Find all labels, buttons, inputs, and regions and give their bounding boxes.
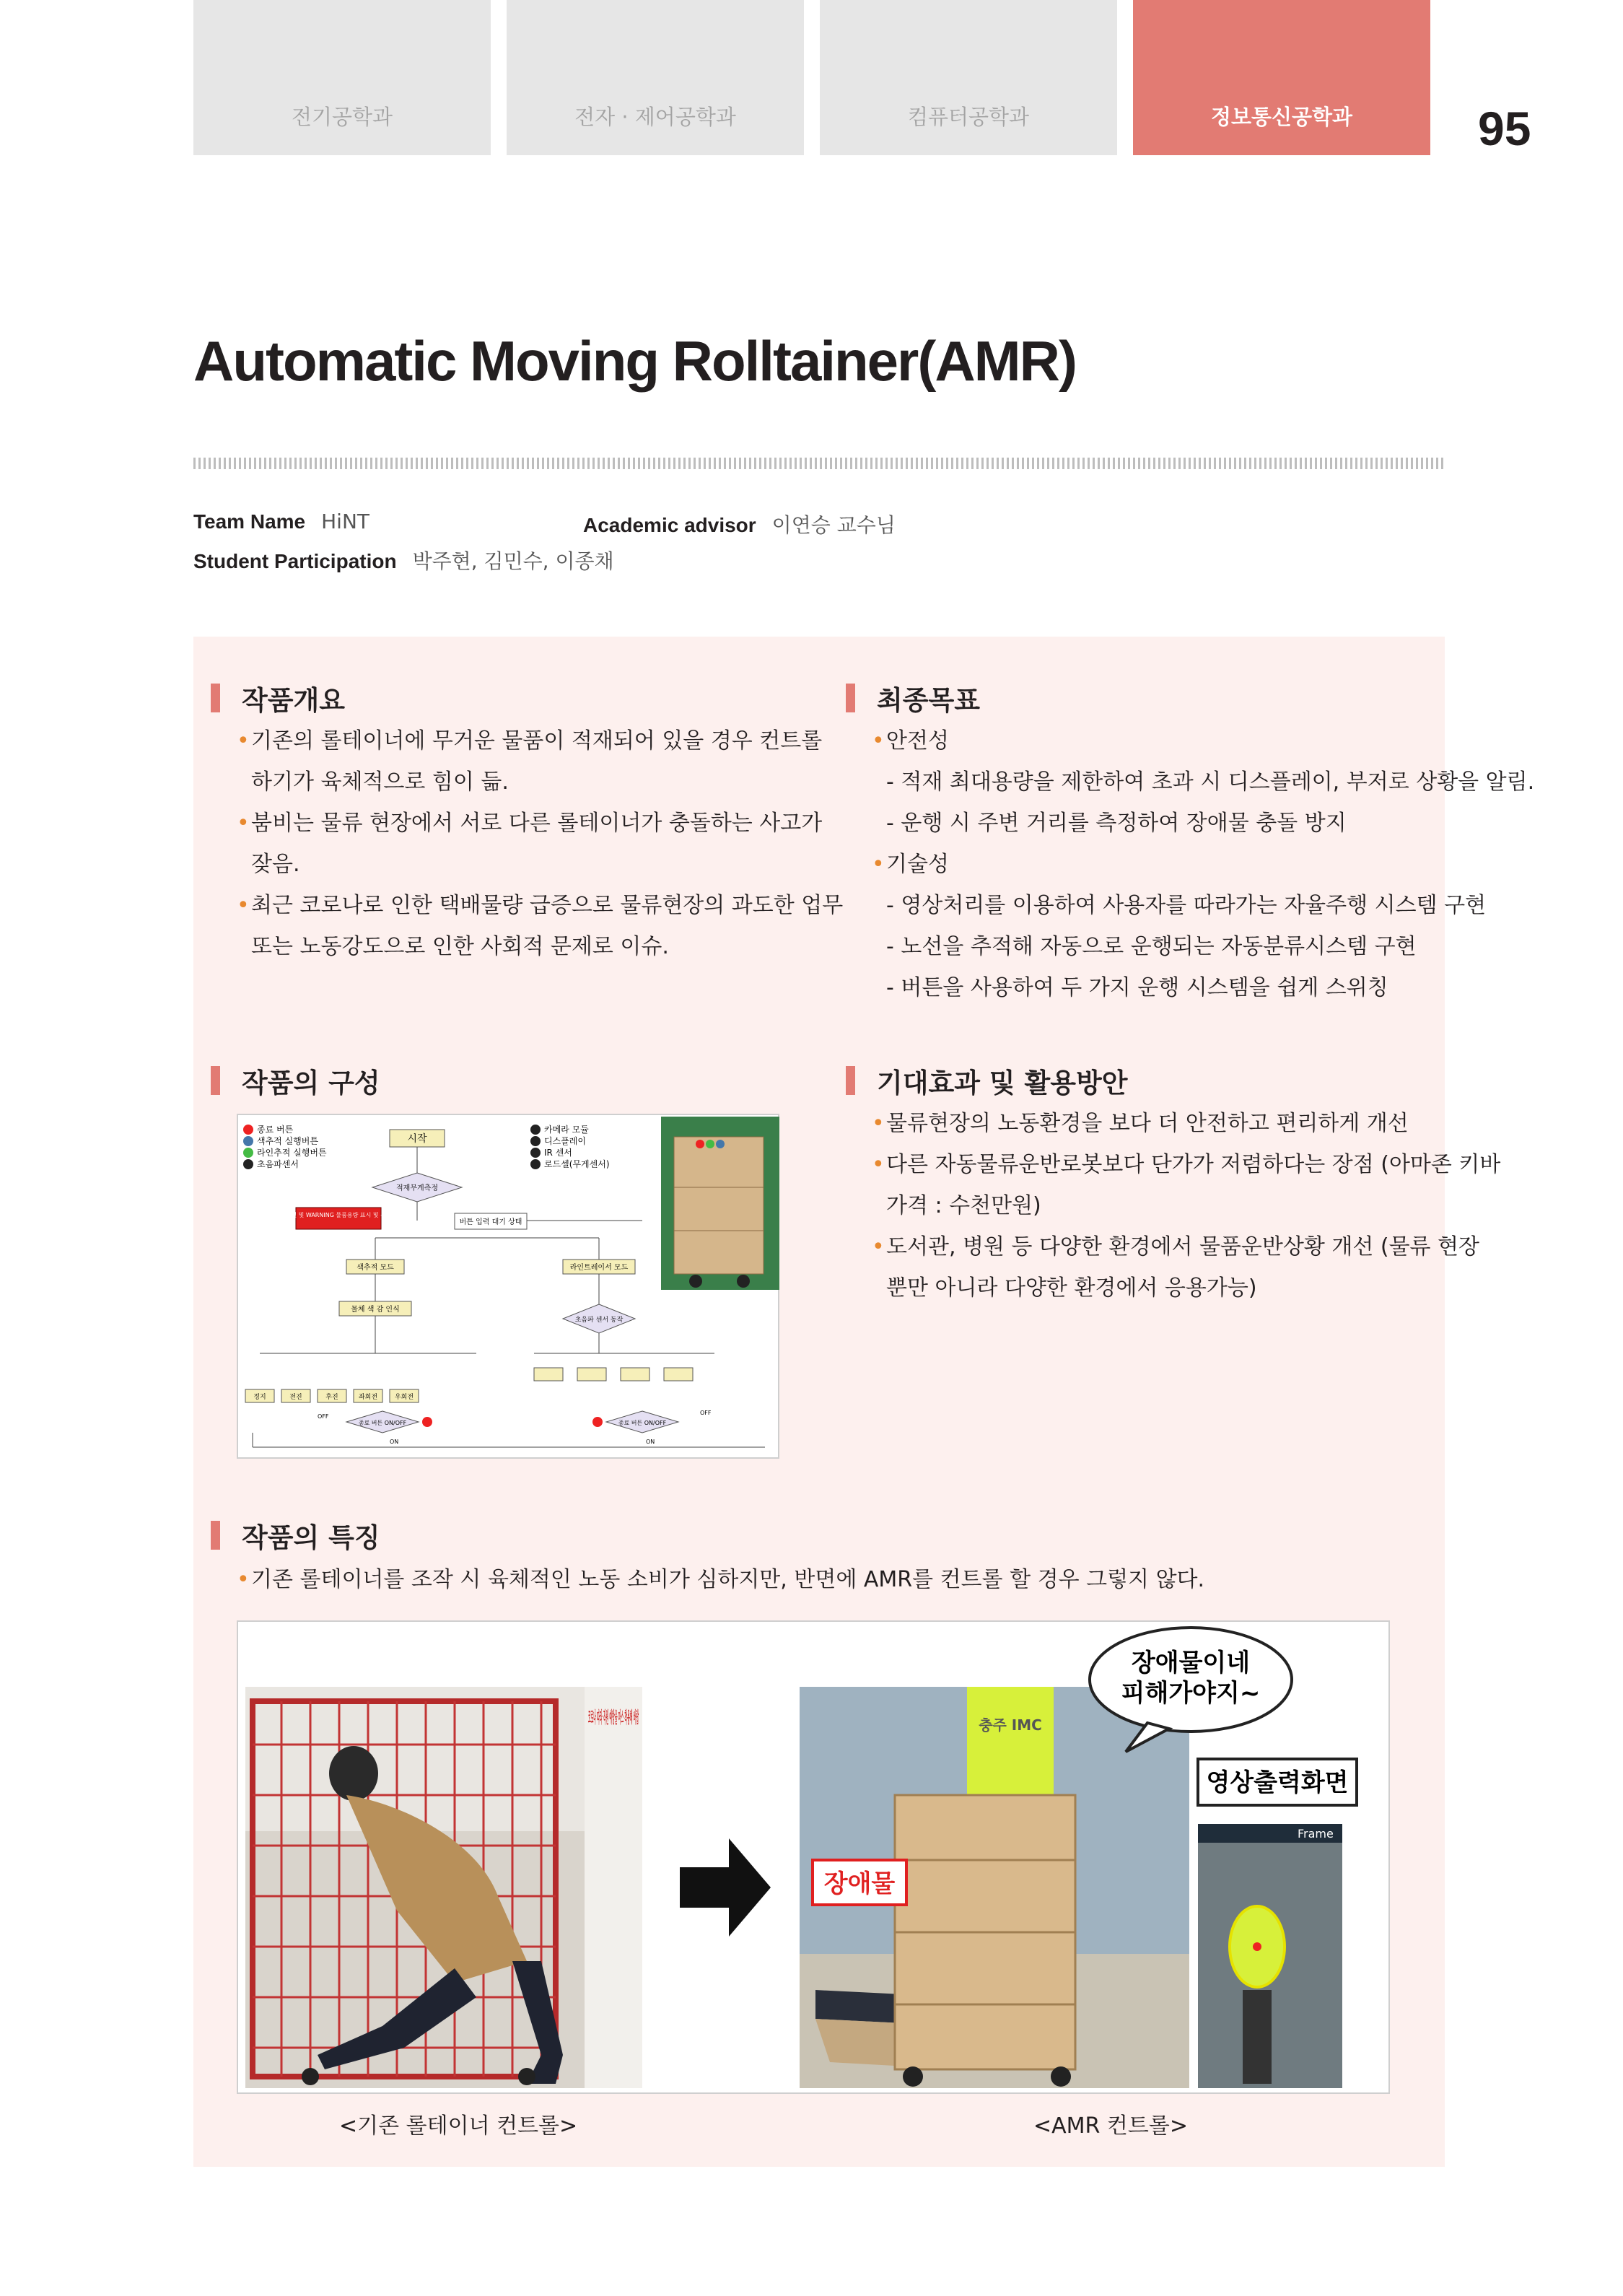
flow-node: 라인트레이서 모드 bbox=[569, 1264, 629, 1272]
list-item-text: 물류현장의 노동환경을 보다 더 안전하고 편리하게 개선 bbox=[886, 1111, 1409, 1136]
legend-item: 색추적 실행버튼 bbox=[257, 1136, 318, 1146]
section-heading-goal bbox=[846, 678, 980, 717]
bullet-icon: • bbox=[872, 1234, 885, 1260]
list-item bbox=[237, 885, 843, 926]
caption-left: <기존 롤테이너 컨트롤> bbox=[339, 2113, 578, 2139]
flow-edge-label: OFF bbox=[700, 1410, 712, 1416]
legend-marker-1 bbox=[243, 1125, 253, 1135]
legend-item: 로드셀(무게센서) bbox=[544, 1159, 610, 1169]
legend-marker-6 bbox=[530, 1136, 541, 1146]
list-item-text: 최근 코로나로 인한 택배물량 급증으로 물류현장의 과도한 업무 bbox=[251, 893, 844, 918]
heading-text: 최종목표 bbox=[877, 685, 980, 716]
flow-warning-text: LED 점멸 및 WARNING 물품용량 표시 및 부저 출력 bbox=[272, 1212, 405, 1218]
legend-left bbox=[243, 1124, 327, 1169]
flow-marker bbox=[592, 1417, 603, 1427]
tab-label: 전기공학과 bbox=[291, 105, 393, 129]
list-item bbox=[872, 1103, 1500, 1144]
bullet-icon: • bbox=[237, 728, 250, 754]
list-item-text: 기존 롤테이너를 조작 시 육체적인 노동 소비가 심하지만, 반면에 AMR를 컨트롤 할 경우 그렇지 않다. bbox=[251, 1567, 1205, 1592]
flow-node: 물체 색 감 인식 bbox=[351, 1306, 400, 1314]
bullet-icon: • bbox=[237, 811, 250, 836]
tab-electrical[interactable] bbox=[193, 0, 491, 155]
students-label: Student Participation bbox=[193, 550, 397, 572]
tab-label: 정보통신공학과 bbox=[1210, 105, 1353, 129]
heading-bar bbox=[211, 684, 220, 712]
academic-advisor bbox=[583, 510, 896, 538]
notice-text: 코로나 따라 직원 예방을 마스 착용해 바랍 bbox=[588, 1709, 883, 1727]
page-title: Automatic Moving Rolltainer(AMR) bbox=[193, 329, 1076, 393]
legend-item: IR 센서 bbox=[544, 1148, 572, 1158]
robot-body bbox=[674, 1137, 764, 1274]
speech-line-1: 장애물이네 bbox=[1131, 1649, 1251, 1677]
section-heading-effects bbox=[846, 1061, 1127, 1100]
advisor-value: 이연승 교수님 bbox=[771, 513, 896, 537]
heading-text: 기대효과 및 활용방안 bbox=[877, 1068, 1128, 1099]
robot-photo bbox=[661, 1117, 779, 1290]
overview-list bbox=[237, 720, 843, 967]
list-item-text: 다른 자동물류운반로봇보다 단가가 저렴하다는 장점 (아마존 키바 bbox=[886, 1152, 1501, 1177]
flow-node: 색추적 모드 bbox=[356, 1264, 394, 1272]
list-item-continuation: 가격 : 수천만원) bbox=[886, 1193, 1041, 1218]
flow-action bbox=[621, 1368, 649, 1381]
bullet-icon: • bbox=[237, 1567, 250, 1592]
sub-item: - 노선을 추적해 자동으로 운행되는 자동분류시스템 구현 bbox=[886, 934, 1417, 959]
sub-item: - 적재 최대용량을 제한하여 초과 시 디스플레이, 부저로 상황을 알림. bbox=[886, 769, 1535, 795]
students-value: 박주현, 김민수, 이종채 bbox=[412, 549, 614, 573]
sub-item: - 운행 시 주변 거리를 측정하여 장애물 충돌 방지 bbox=[886, 811, 1347, 836]
goal-list bbox=[872, 720, 1534, 1008]
flow-edge-label: OFF bbox=[318, 1413, 329, 1420]
section-heading-composition bbox=[211, 1061, 380, 1100]
advisor-label: Academic advisor bbox=[583, 514, 756, 536]
sub-item: - 버튼을 사용하여 두 가지 운행 시스템을 쉽게 스위칭 bbox=[886, 975, 1388, 1000]
person-head bbox=[329, 1746, 378, 1801]
heading-text: 작품개요 bbox=[242, 685, 345, 716]
flow-action bbox=[577, 1368, 606, 1381]
flowchart-svg bbox=[238, 1115, 781, 1460]
button-green-icon bbox=[706, 1140, 714, 1148]
student-participation bbox=[193, 546, 614, 575]
legend-marker-5 bbox=[530, 1125, 541, 1135]
list-item-text: 도서관, 병원 등 다양한 환경에서 물품운반상황 개선 (물류 현장 bbox=[886, 1234, 1480, 1260]
heading-bar bbox=[846, 1066, 855, 1095]
caption-right: <AMR 컨트롤> bbox=[1033, 2113, 1189, 2139]
flowchart-figure bbox=[237, 1114, 779, 1459]
flow-node: 버튼 입력 대기 상태 bbox=[459, 1218, 522, 1226]
flow-node: 전진 bbox=[289, 1394, 302, 1401]
obstacle-label: 장애물 bbox=[823, 1869, 896, 1898]
legend-marker-4 bbox=[243, 1159, 253, 1169]
legend-marker-3 bbox=[243, 1148, 253, 1158]
legend-item: 초음파센서 bbox=[257, 1159, 299, 1169]
legend-item: 종료 버튼 bbox=[257, 1125, 294, 1135]
list-item bbox=[872, 1144, 1500, 1185]
list-item-continuation: 잦음. bbox=[251, 852, 300, 877]
legend-item: 라인추적 실행버튼 bbox=[257, 1148, 327, 1158]
camera-title: Frame bbox=[1298, 1827, 1334, 1841]
list-item bbox=[237, 803, 843, 844]
list-item bbox=[237, 1559, 1204, 1600]
heading-text: 작품의 구성 bbox=[242, 1068, 380, 1099]
page-number: 95 bbox=[1478, 102, 1531, 155]
flow-node: 초음파 센서 동작 bbox=[574, 1317, 624, 1324]
list-item bbox=[872, 844, 1534, 885]
tab-label: 컴퓨터공학과 bbox=[907, 105, 1030, 129]
wheel-icon bbox=[518, 2068, 535, 2085]
tab-label: 전자 · 제어공학과 bbox=[574, 105, 736, 129]
bullet-icon: • bbox=[872, 1152, 885, 1177]
flow-node: 종료 버튼 ON/OFF bbox=[618, 1420, 667, 1426]
list-item-text: 붐비는 물류 현장에서 서로 다른 롤테이너가 충돌하는 사고가 bbox=[251, 811, 823, 836]
comparison-svg bbox=[238, 1622, 1391, 2095]
tab-electronics[interactable] bbox=[507, 0, 804, 155]
tab-computer[interactable] bbox=[820, 0, 1117, 155]
legend-item: 디스플레이 bbox=[544, 1136, 586, 1146]
flow-node: 종료 버튼 ON/OFF bbox=[358, 1420, 407, 1426]
heading-text: 작품의 특징 bbox=[242, 1522, 380, 1553]
list-item-continuation: 또는 노동강도으로 인한 사회적 문제로 이슈. bbox=[251, 934, 669, 959]
wheel-icon bbox=[1051, 2066, 1071, 2087]
wheel-icon bbox=[689, 1275, 702, 1288]
list-item bbox=[872, 720, 1534, 761]
speech-line-2: 피해가야지~ bbox=[1121, 1679, 1261, 1708]
person-legs bbox=[1243, 1990, 1272, 2084]
section-heading-overview bbox=[211, 678, 345, 717]
team-name-value: HiNT bbox=[321, 510, 369, 533]
heading-bar bbox=[211, 1066, 220, 1095]
heading-bar bbox=[211, 1521, 220, 1550]
flow-action bbox=[664, 1368, 693, 1381]
legend-marker-8 bbox=[530, 1159, 541, 1169]
team-name-label: Team Name bbox=[193, 510, 306, 533]
team-name bbox=[193, 510, 369, 533]
heading-bar bbox=[846, 684, 855, 712]
legend-marker-2 bbox=[243, 1136, 253, 1146]
camera-view bbox=[1198, 1824, 1342, 2088]
flow-edge-label: ON bbox=[390, 1439, 399, 1445]
arrow-right-icon bbox=[680, 1838, 771, 1937]
bullet-icon: • bbox=[872, 852, 885, 877]
button-blue-icon bbox=[716, 1140, 725, 1148]
flow-node: 정지 bbox=[253, 1394, 266, 1401]
tab-infocomm[interactable] bbox=[1133, 0, 1430, 155]
wheel-icon bbox=[737, 1275, 750, 1288]
list-item-text: 안전성 bbox=[886, 728, 949, 754]
bullet-icon: • bbox=[872, 728, 885, 754]
list-item bbox=[872, 1226, 1500, 1267]
bullet-icon: • bbox=[872, 1111, 885, 1136]
list-item-text: 기술성 bbox=[886, 852, 949, 877]
wheel-icon bbox=[302, 2068, 319, 2085]
flow-action bbox=[534, 1368, 563, 1381]
sub-item: - 영상처리를 이용하여 사용자를 따라가는 자율주행 시스템 구현 bbox=[886, 893, 1487, 918]
legend-marker-7 bbox=[530, 1148, 541, 1158]
list-item-text: 기존의 롤테이너에 무거운 물품이 적재되어 있을 경우 컨트롤 bbox=[251, 728, 823, 754]
list-item-continuation: 뿐만 아니라 다양한 환경에서 응용가능) bbox=[886, 1275, 1257, 1301]
list-item bbox=[237, 720, 843, 761]
flow-node: 우회전 bbox=[394, 1394, 414, 1401]
flow-start-label: 시작 bbox=[407, 1133, 427, 1145]
legend-right bbox=[530, 1124, 610, 1169]
legend-item: 카메라 모듈 bbox=[544, 1125, 589, 1135]
flow-node: 적재무게측정 bbox=[396, 1184, 438, 1192]
section-heading-features bbox=[211, 1516, 380, 1555]
list-item-continuation: 하기가 육체적으로 힘이 듦. bbox=[251, 769, 509, 795]
flow-node: 좌회전 bbox=[358, 1394, 378, 1401]
bullet-icon: • bbox=[237, 893, 250, 918]
flow-edge-label: ON bbox=[646, 1439, 655, 1445]
comparison-figure bbox=[237, 1620, 1390, 2094]
effects-list bbox=[872, 1103, 1500, 1309]
divider bbox=[193, 458, 1445, 469]
flow-marker bbox=[422, 1417, 432, 1427]
button-red-icon bbox=[696, 1140, 704, 1148]
wheel-icon bbox=[903, 2066, 923, 2087]
flow-warning bbox=[296, 1208, 381, 1229]
flow-node: 후진 bbox=[325, 1394, 338, 1401]
features-list bbox=[237, 1559, 1204, 1600]
target-center-icon bbox=[1253, 1942, 1261, 1951]
vest-text: 충주 IMC bbox=[979, 1716, 1042, 1734]
screen-label: 영상출력화면 bbox=[1206, 1768, 1349, 1797]
